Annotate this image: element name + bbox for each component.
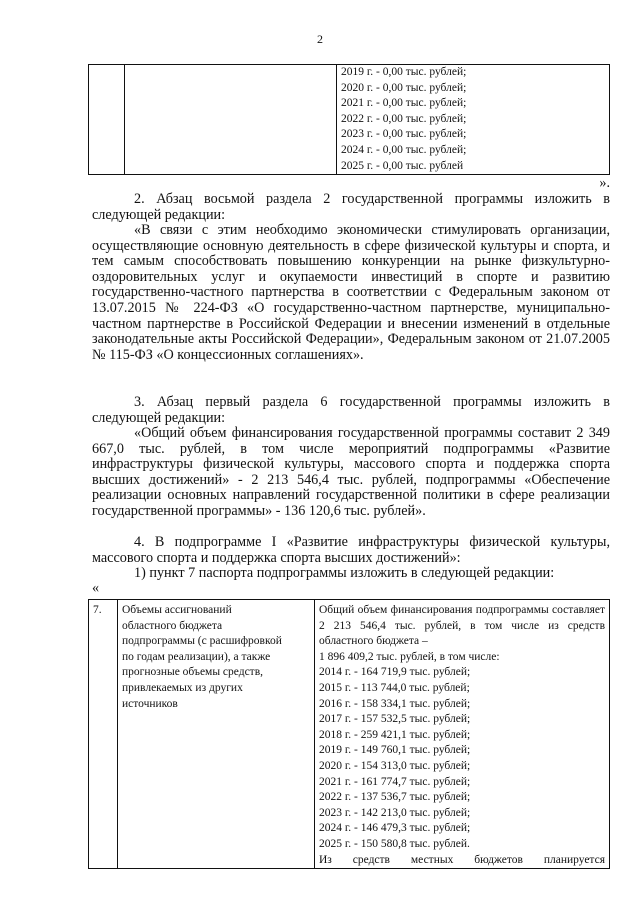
value-line: 2022 г. - 137 536,7 тыс. рублей;: [319, 791, 471, 804]
paragraph-4-intro: 4. В подпрограмме I «Развитие инфраструктуры физической культуры, массового спорта и поддержка спорта высших достижений»:: [92, 534, 610, 566]
passport-label-cell: [118, 600, 315, 869]
year-line: 2024 г. - 0,00 тыс. рублей;: [341, 143, 467, 156]
label-line: областного бюджета: [122, 619, 223, 632]
year-line: 2019 г. - 0,00 тыс. рублей;: [341, 66, 467, 78]
value-line: 2020 г. - 154 313,0 тыс. рублей;: [319, 759, 471, 772]
paragraph-2-intro: 2. Абзац восьмой раздела 2 государственной программы изложить в следующей редакции:: [92, 191, 610, 223]
year-line: 2020 г. - 0,00 тыс. рублей;: [341, 81, 467, 94]
passport-value-cell: [315, 600, 610, 869]
paragraph-3-intro: 3. Абзац первый раздела 6 государственной программы изложить в следующей редакции:: [92, 394, 610, 426]
label-line: по годам реализации), а также: [122, 650, 271, 663]
paragraph-2-quote: «В связи с этим необходимо экономически стимулировать организации, осуществляющие основную деятельность в сфере физической культуры и спорта, и тем самым способствовать повышению конкуренции на рынке физкультурно-оздоровительных услуг и окупаемости инвестиций в спорте и развитию государственно-частного партнерства в соответствии с Федеральным законом от 13.07.2015 № 224-ФЗ «О государственно-частном партнерстве, муниципально-частном партнерстве в Российской Федерации и внесении изменений в отдельные законодательные акты Российской Федерации», Федеральным законом от 21.07.2005 № 115-ФЗ «О концессионных соглашениях».: [92, 222, 610, 363]
value-line: 2024 г. - 146 479,3 тыс. рублей;: [319, 822, 471, 835]
label-line: привлекаемых из других: [122, 681, 243, 694]
value-last-line: Из средств местных бюджетов планируется: [319, 853, 605, 866]
value-line: 2021 г. - 161 774,7 тыс. рублей;: [319, 775, 471, 788]
closing-quote: ».: [599, 175, 610, 191]
passport-num-cell: 7.: [89, 600, 118, 869]
year-line: 2023 г. - 0,00 тыс. рублей;: [341, 128, 467, 141]
value-intro: Общий объем финансирования подпрограммы составляет 2 213 546,4 тыс. рублей, в том числе из средств областного бюджета –: [319, 604, 605, 648]
opening-quote: «: [92, 580, 100, 596]
value-line: 2018 г. - 259 421,1 тыс. рублей;: [319, 728, 471, 741]
paragraph-3-quote: «Общий объем финансирования государственной программы составит 2 349 667,0 тыс. рублей, в том числе мероприятий подпрограммы «Развитие инфраструктуры физической культуры, массового спорта и поддержка спорта высших достижений» - 2 213 546,4 тыс. рублей, подпрограммы «Обеспечение реализации основных направлений государственной политики в сфере реализации государственной программы» - 136 120,6 тыс. рублей».: [92, 425, 610, 519]
label-line: Объемы ассигнований: [122, 604, 232, 616]
page-number: 2: [317, 32, 323, 46]
value-line: 2023 г. - 142 213,0 тыс. рублей;: [319, 806, 471, 819]
year-line: 2025 г. - 0,00 тыс. рублей: [341, 159, 464, 172]
value-line: 2015 г. - 113 744,0 тыс. рублей;: [319, 681, 470, 694]
value-line: 2019 г. - 149 760,1 тыс. рублей;: [319, 744, 471, 757]
label-cell: [125, 65, 337, 175]
top-table: [88, 64, 610, 175]
passport-table: [88, 599, 610, 869]
value-line: 2014 г. - 164 719,9 тыс. рублей;: [319, 666, 471, 679]
paragraph-4-item-1: 1) пункт 7 паспорта подпрограммы изложить в следующей редакции:: [134, 565, 555, 581]
value-cell: [337, 65, 610, 175]
value-line: 2017 г. - 157 532,5 тыс. рублей;: [319, 713, 471, 726]
label-line: источников: [122, 697, 178, 710]
num-cell: [89, 65, 125, 175]
year-line: 2021 г. - 0,00 тыс. рублей;: [341, 97, 467, 110]
label-line: подпрограммы (с расшифровкой: [122, 635, 282, 648]
value-line: 2016 г. - 158 334,1 тыс. рублей;: [319, 697, 471, 710]
label-line: прогнозные объемы средств,: [122, 666, 264, 679]
year-line: 2022 г. - 0,00 тыс. рублей;: [341, 112, 467, 125]
value-line: 2025 г. - 150 580,8 тыс. рублей.: [319, 837, 470, 850]
value-line: 1 896 409,2 тыс. рублей, в том числе:: [319, 650, 500, 663]
